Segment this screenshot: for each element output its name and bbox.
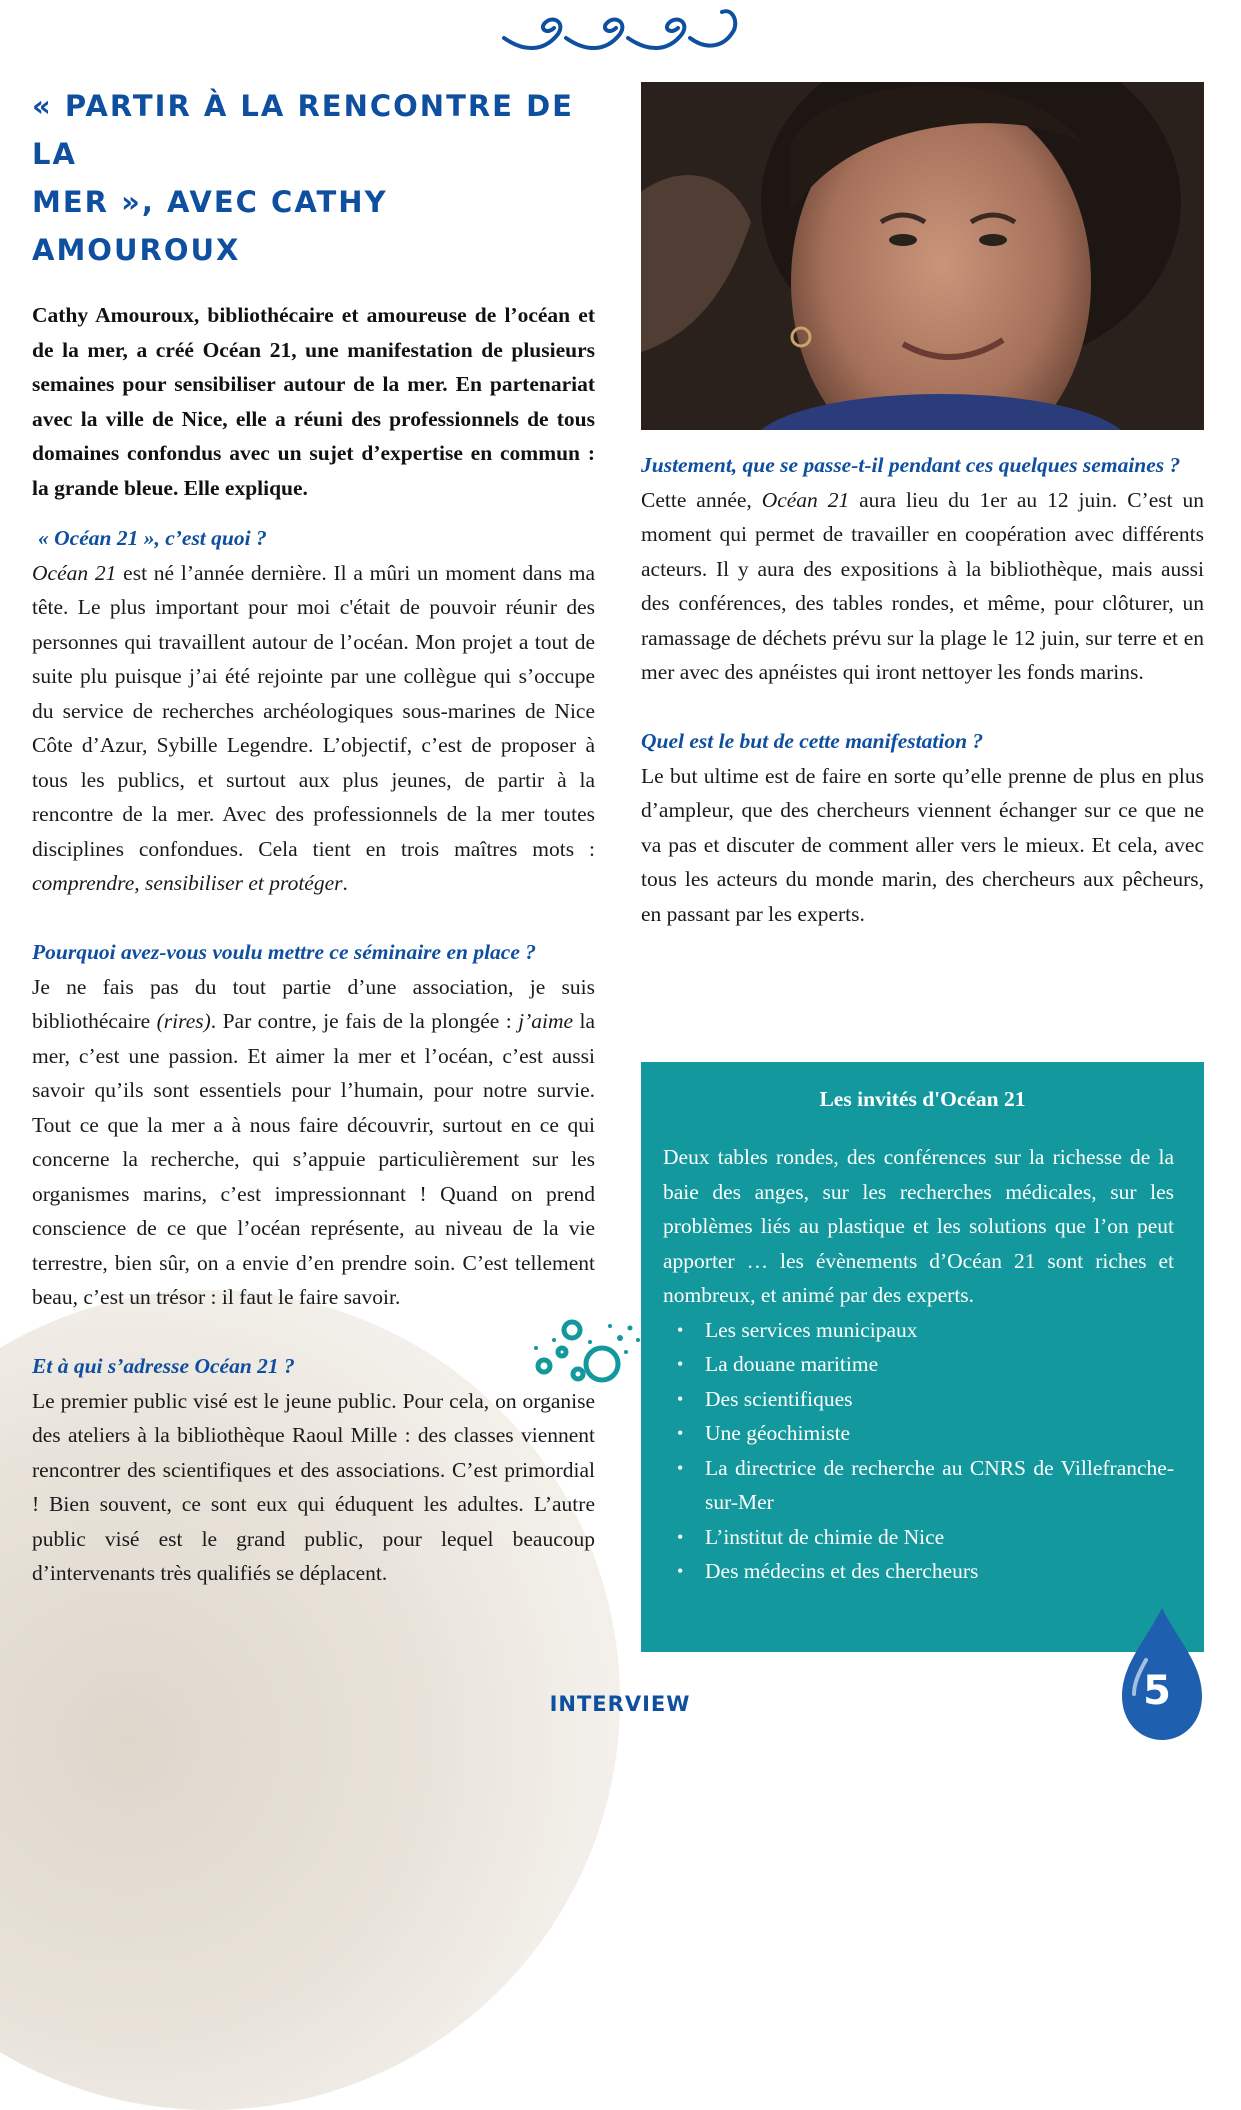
guest-item: La douane maritime — [705, 1352, 879, 1376]
question-why-seminar: Pourquoi avez-vous voulu mettre ce séminaire en place ? — [32, 940, 537, 964]
answer-italic: Océan 21 — [32, 560, 117, 585]
answer-text: Cette année, — [641, 487, 762, 512]
guests-box-text: Deux tables rondes, des conférences sur la richesse de la baie des anges, sur les recherches médicales, sur les problèmes liés au plastique et les solutions que l’on peut apporter … les évènements d’Océan 21 sont riches et nombreux, et animé par des experts. — [663, 1145, 1174, 1307]
title-line-2: MER », AVEC CATHY AMOUROUX — [32, 185, 388, 267]
answer-italic: comprendre, sensibiliser et protéger — [32, 871, 343, 895]
list-item — [663, 1347, 1174, 1382]
guest-item: La directrice de recherche au CNRS de Villefranche-sur-Mer — [705, 1455, 1174, 1514]
question-goal: Quel est le but de cette manifestation ? — [641, 729, 984, 753]
answer-italic: Océan 21 — [761, 487, 850, 512]
guest-item: Des médecins et des chercheurs — [705, 1559, 979, 1583]
left-column — [32, 82, 595, 1591]
answer-what-happens — [641, 483, 1204, 690]
guests-box — [641, 1062, 1204, 1652]
answer-why-seminar — [32, 970, 595, 1315]
bullet-icon: • — [677, 1319, 684, 1340]
bullet-icon: • — [677, 1354, 684, 1374]
guests-list — [663, 1313, 1174, 1589]
right-column — [641, 82, 1204, 931]
bullet-icon: • — [677, 1457, 684, 1478]
answer-text: la mer, c’est une passion. Et aimer la mer et l’océan, c’est aussi savoir qu’ils sont essentiels pour l’humain, pour notre survie. Tout ce que la mer a à nous faire découvrir, surtout en ce qui concerne la recherche, qui s’appuie particulièrement sur les organismes marins, c’est impressionnant ! Quand on prend conscience de ce que l’océan représente, au niveau de la vie terrestre, bien sûr, on a envie d’en prendre soin. C’est tellement beau, c’est un trésor : il faut le faire savoir. — [32, 1009, 595, 1309]
answer-audience: Le premier public visé est le jeune public. Pour cela, on organise des ateliers à la bibliothèque Raoul Mille : des classes viennent rencontrer des scientifiques et des associations. C’est primordial ! Bien souvent, ce sont eux qui éduquent les adultes. L’autre public visé est le grand public, pour lequel beaucoup d’intervenants très qualifiés se déplacent. — [32, 1388, 595, 1585]
guest-item: Une géochimiste — [705, 1421, 851, 1445]
title-line-1: « PARTIR À LA RENCONTRE DE LA — [32, 89, 574, 171]
answer-text: . — [342, 871, 348, 895]
bullet-icon: • — [677, 1423, 684, 1443]
intro-paragraph: Cathy Amouroux, bibliothécaire et amoureuse de l’océan et de la mer, a créé Océan 21, une manifestation de plusieurs semaines pour sensibiliser autour de la mer. En partenariat avec la ville de Nice, elle a réuni des professionnels de tous domaines confondus avec un sujet d’expertise en commun : la grande bleue. Elle explique. — [32, 303, 595, 500]
answer-text: est né l’année dernière. Il a mûri un moment dans ma tête. Le plus important pour moi c'était de pouvoir réunir des personnes qui travaillent autour de l’océan. Mon projet a tout de suite plu puisque j’ai été rejointe par une collègue qui s’occupe du service de recherches archéologiques sous-marines de Nice Côte d’Azur, Sybille Legendre. L’objectif, c’est de proposer à tous les publics, et surtout aux plus jeunes, de partir à la rencontre de la mer. Avec des professionnels de la mer toutes disciplines confondues. Cela tient en trois maîtres mots : — [32, 560, 595, 861]
answer-italic: j’aime — [518, 1009, 574, 1033]
answer-text: aura lieu du 1er au 12 juin. C’est un moment qui permet de travailler en coopération avec différents acteurs. Il y aura des expositions à la bibliothèque, mais aussi des conférences, des tables rondes, et même, pour clôturer, un ramassage de déchets prévu sur la plage le 12 juin, sur terre et en mer avec des apnéistes qui iront nettoyer les fonds marins. — [641, 487, 1204, 684]
portrait-photo — [641, 82, 1204, 430]
question-audience: Et à qui s’adresse Océan 21 ? — [32, 1354, 295, 1378]
bullet-icon: • — [677, 1388, 684, 1409]
guests-box-title: Les invités d'Océan 21 — [819, 1087, 1026, 1111]
answer-text: Je ne fais pas du tout partie d’une association, je suis bibliothécaire — [32, 974, 595, 1033]
answer-goal: Le but ultime est de faire en sorte qu’elle prenne de plus en plus d’ampleur, que des chercheurs viennent échanger sur ce que ne va pas et discuter de comment aller vers le mieux. Et cela, avec tous les acteurs du monde marin, des chercheurs aux pêcheurs, en passant par les experts. — [641, 763, 1204, 926]
answer-italic: (rires) — [156, 1009, 211, 1033]
guest-item: Les services municipaux — [705, 1317, 918, 1342]
list-item — [663, 1416, 1174, 1451]
bubbles-icon — [530, 1318, 645, 1388]
list-item — [663, 1382, 1174, 1417]
answer-ocean21 — [32, 556, 595, 901]
section-label: INTERVIEW — [549, 1692, 691, 1716]
list-item — [663, 1313, 1174, 1348]
question-ocean21: « Océan 21 », c’est quoi ? — [38, 526, 267, 550]
list-item — [663, 1451, 1174, 1520]
guest-item: L’institut de chimie de Nice — [705, 1524, 945, 1549]
list-item — [663, 1520, 1174, 1555]
bullet-icon: • — [677, 1526, 684, 1547]
wave-logo-icon — [500, 0, 740, 52]
portrait-illustration — [641, 82, 1204, 430]
answer-text: . Par contre, je fais de la plongée : — [210, 1009, 519, 1033]
bullet-icon: • — [677, 1561, 684, 1581]
article-title — [32, 82, 595, 274]
guest-item: Des scientifiques — [705, 1386, 853, 1411]
list-item — [663, 1554, 1174, 1589]
page-number: 5 — [1143, 1668, 1171, 1714]
question-what-happens: Justement, que se passe-t-il pendant ces quelques semaines ? — [641, 453, 1181, 477]
